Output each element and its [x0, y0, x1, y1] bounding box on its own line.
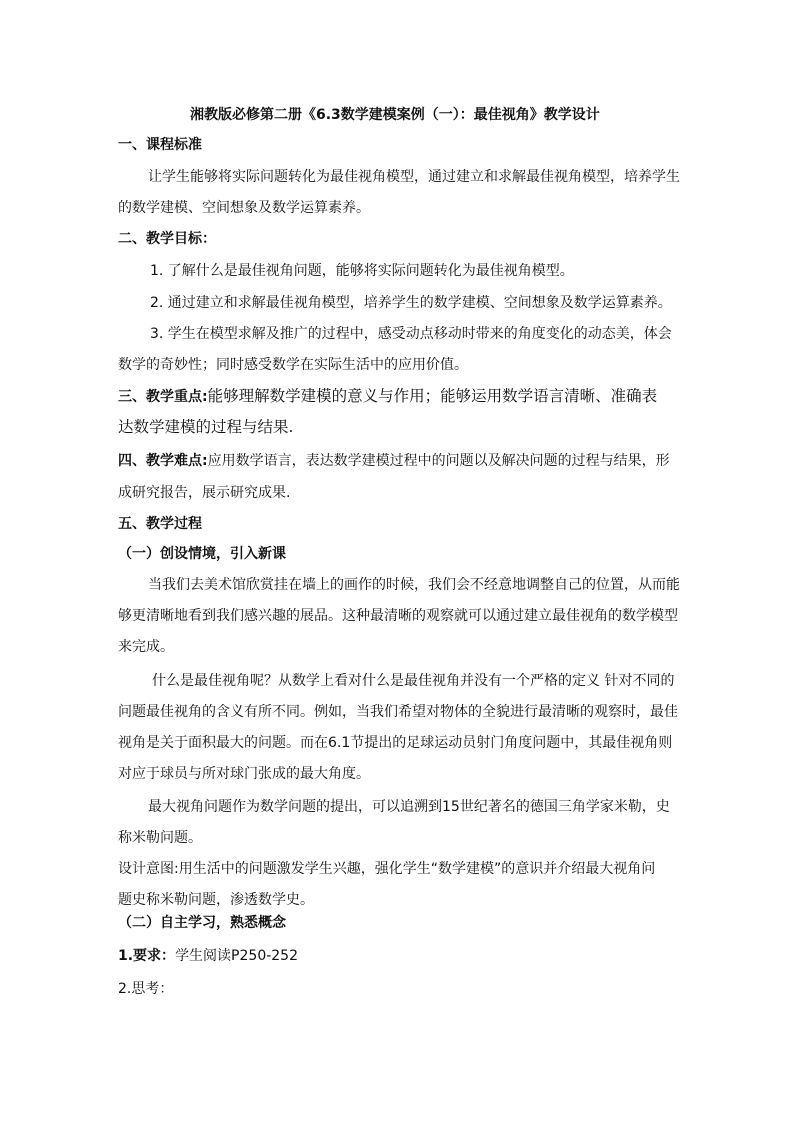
paragraph-line: 称米勒问题。 [118, 830, 202, 846]
difficulties-label: 四、教学难点: [118, 453, 208, 469]
standards-paragraph-line: 让学生能够将实际问题转化为最佳视角模型，通过建立和求解最佳视角模型，培养学生 [148, 169, 680, 185]
paragraph-line: 最大视角问题作为数学问题的提出，可以追溯到15世纪著名的德国三角学家米勒，史 [148, 799, 670, 815]
think-label: 2.思考： [118, 981, 174, 997]
key-points-text: 达数学建模的过程与结果. [118, 418, 294, 436]
objective-item: 数学的奇妙性；同时感受数学在实际生活中的应用价值。 [118, 357, 468, 373]
paragraph-line: 够更清晰地看到我们感兴趣的展品。这种最清晰的观察就可以通过建立最佳视角的数学模型 [118, 608, 678, 624]
section-heading-objectives: 二、教学目标： [118, 231, 216, 247]
standards-paragraph-line: 的数学建模、空间想象及数学运算素养。 [118, 200, 370, 216]
design-intent-line: 题史称米勒问题，渗透数学史。 [118, 892, 314, 908]
key-points-text: 能够理解数学建模的意义与作用；能够运用数学语言清晰、准确表 [207, 387, 658, 405]
difficulties-line [118, 452, 670, 470]
paragraph-line: 当我们去美术馆欣赏挂在墙上的画作的时候，我们会不经意地调整自己的位置，从而能 [148, 577, 680, 593]
subsection-heading-2: （二）自主学习，熟悉概念 [118, 915, 286, 931]
key-points-line [118, 387, 657, 406]
difficulties-text: 应用数学语言，表达数学建模过程中的问题以及解决问题的过程与结果，形 [207, 453, 670, 469]
design-intent-line: 设计意图:用生活中的问题激发学生兴趣，强化学生“数学建模”的意识并介绍最大视角问 [118, 861, 656, 877]
objective-item: 2. 通过建立和求解最佳视角模型，培养学生的数学建模、空间想象及数学运算素养。 [150, 295, 672, 311]
paragraph-line: 视角是关于面积最大的问题。而在6.1节提出的足球运动员射门角度问题中，其最佳视角则 [118, 735, 673, 751]
objective-item: 1. 了解什么是最佳视角问题，能够将实际问题转化为最佳视角模型。 [150, 263, 574, 279]
paragraph-line: 问题最佳视角的含义有所不同。例如，当我们希望对物体的全貌进行最清晰的观察时，最佳 [118, 704, 678, 720]
section-heading-standards: 一、课程标准 [118, 137, 202, 153]
requirement-text: 学生阅读P250-252 [175, 948, 298, 964]
document-title: 湘教版必修第二册《6.3数学建模案例（一）：最佳视角》教学设计 [190, 107, 600, 123]
paragraph-line: 对应于球员与所对球门张成的最大角度。 [118, 766, 370, 782]
objective-item: 3. 学生在模型求解及推广的过程中，感受动点移动时带来的角度变化的动态美，体会 [150, 326, 672, 342]
section-heading-process: 五、教学过程 [118, 516, 202, 532]
paragraph-line: 来完成。 [118, 639, 174, 655]
paragraph-line: 什么是最佳视角呢？从数学上看对什么是最佳视角并没有一个严格的定义 针对不同的 [152, 673, 675, 689]
requirement-line [118, 947, 298, 965]
subsection-heading-1: （一）创设情境，引入新课 [118, 546, 286, 562]
difficulties-text: 成研究报告，展示研究成果. [118, 485, 291, 501]
requirement-label: 1.要求： [118, 948, 176, 964]
key-points-label: 三、教学重点: [118, 389, 208, 405]
